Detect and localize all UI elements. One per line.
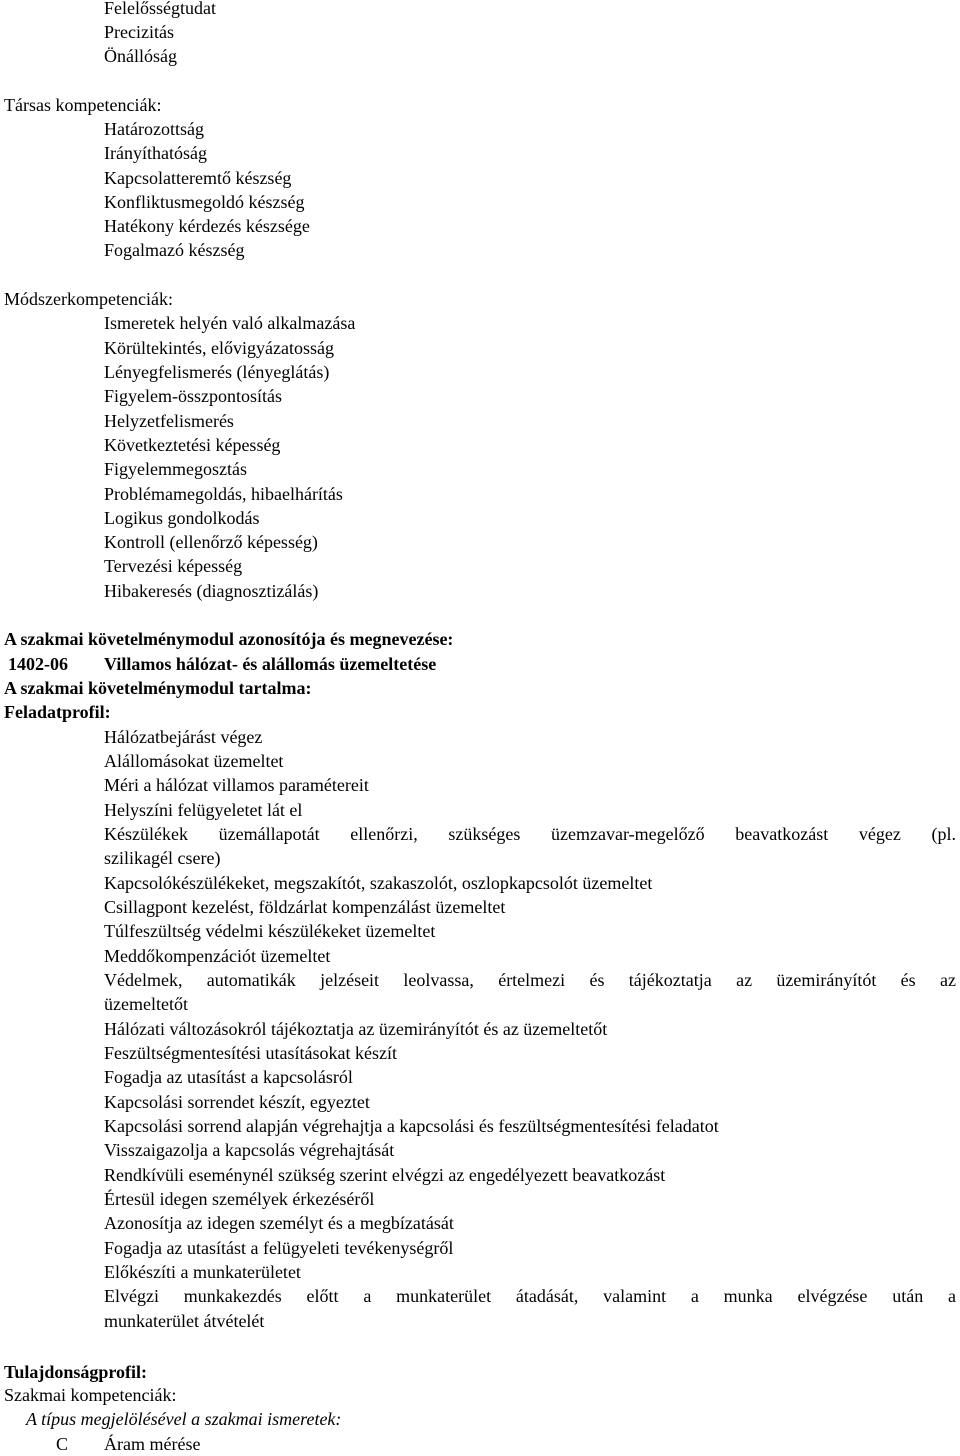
list-item: Figyelem-összpontosítás	[104, 386, 282, 406]
list-item: Irányíthatóság	[104, 143, 207, 163]
section-heading-social: Társas kompetenciák:	[4, 95, 162, 115]
list-item-continuation: üzemeltetőt	[104, 994, 188, 1014]
module-content-heading: A szakmai követelménymodul tartalma:	[4, 678, 312, 698]
list-item: Következtetési képesség	[104, 435, 281, 455]
list-item: Hibakeresés (diagnosztizálás)	[104, 581, 319, 601]
list-item: Kapcsolókészülékeket, megszakítót, szakaszolót, oszlopkapcsolót üzemeltet	[104, 873, 653, 893]
list-item: Meddőkompenzációt üzemeltet	[104, 946, 331, 966]
list-item: Hálózatbejárást végez	[104, 727, 263, 747]
list-item: Fogadja az utasítást a felügyeleti tevékenységről	[104, 1238, 454, 1258]
module-code: 1402-06	[8, 654, 68, 674]
list-item: Hatékony kérdezés készsége	[104, 216, 310, 236]
list-item: Túlfeszültség védelmi készülékeket üzemeltet	[104, 921, 436, 941]
list-item: Készülékek üzemállapotát ellenőrzi, szükséges üzemzavar-megelőző beavatkozást végez (pl.	[104, 824, 956, 844]
list-item: Kapcsolási sorrendet készít, egyeztet	[104, 1092, 370, 1112]
list-item: Védelmek, automatikák jelzéseit leolvassa, értelmezi és tájékoztatja az üzemirányítót és az	[104, 970, 956, 990]
list-item: Fogalmazó készség	[104, 240, 245, 260]
list-item: Logikus gondolkodás	[104, 508, 260, 528]
list-item: Figyelemmegosztás	[104, 459, 247, 479]
list-item: Körültekintés, elővigyázatosság	[104, 338, 334, 358]
list-item: Visszaigazolja a kapcsolás végrehajtását	[104, 1140, 395, 1160]
list-item: Konfliktusmegoldó készség	[104, 192, 305, 212]
list-item: Helyszíni felügyeletet lát el	[104, 800, 303, 820]
module-id-heading: A szakmai követelménymodul azonosítója és megnevezése:	[4, 629, 454, 649]
list-item: Rendkívüli eseménynél szükség szerint elvégzi az engedélyezett beavatkozást	[104, 1165, 666, 1185]
list-item-continuation: munkaterület átvételét	[104, 1311, 265, 1331]
list-item: Ismeretek helyén való alkalmazása	[104, 313, 356, 333]
list-item: Méri a hálózat villamos paramétereit	[104, 775, 369, 795]
list-item: Fogadja az utasítást a kapcsolásról	[104, 1067, 353, 1087]
list-item: Feszültségmentesítési utasításokat készít	[104, 1043, 397, 1063]
module-title: Villamos hálózat- és alállomás üzemeltetése	[104, 654, 437, 674]
list-item: Önállóság	[104, 46, 177, 66]
list-item: Precizitás	[104, 22, 174, 42]
task-profile-heading: Feladatprofil:	[4, 702, 111, 722]
list-item: Kapcsolási sorrend alapján végrehajtja a kapcsolási és feszültségmentesítési feladatot	[104, 1116, 719, 1136]
list-item: Hálózati változásokról tájékoztatja az üzemirányítót és az üzemeltetőt	[104, 1019, 608, 1039]
section-heading-method: Módszerkompetenciák:	[4, 289, 173, 309]
list-item: Helyzetfelismerés	[104, 411, 234, 431]
list-item: Előkészíti a munkaterületet	[104, 1262, 301, 1282]
list-item: Lényegfelismerés (lényeglátás)	[104, 362, 330, 382]
attribute-profile-heading: Tulajdonságprofil:	[4, 1362, 148, 1382]
list-item: Határozottság	[104, 119, 204, 139]
list-item: Tervezési képesség	[104, 556, 243, 576]
professional-competencies-heading: Szakmai kompetenciák:	[4, 1385, 177, 1405]
type-letter: C	[56, 1434, 69, 1454]
list-item: Azonosítja az idegen személyt és a megbízatását	[104, 1213, 454, 1233]
list-item: Alállomásokat üzemeltet	[104, 751, 284, 771]
list-item: Csillagpont kezelést, földzárlat kompenzálást üzemeltet	[104, 897, 506, 917]
list-item: Kontroll (ellenőrző képesség)	[104, 532, 318, 552]
list-item-continuation: szilikagél csere)	[104, 848, 221, 868]
list-item: Felelősségtudat	[104, 0, 216, 18]
list-item: Kapcsolatteremtő készség	[104, 168, 292, 188]
list-item: Értesül idegen személyek érkezéséről	[104, 1189, 375, 1209]
type-note: A típus megjelölésével a szakmai ismeretek:	[26, 1409, 342, 1429]
list-item: Elvégzi munkakezdés előtt a munkaterület átadását, valamint a munka elvégzése után a	[104, 1286, 956, 1306]
list-item: Problémamegoldás, hibaelhárítás	[104, 484, 343, 504]
knowledge-item: Áram mérése	[104, 1434, 201, 1454]
